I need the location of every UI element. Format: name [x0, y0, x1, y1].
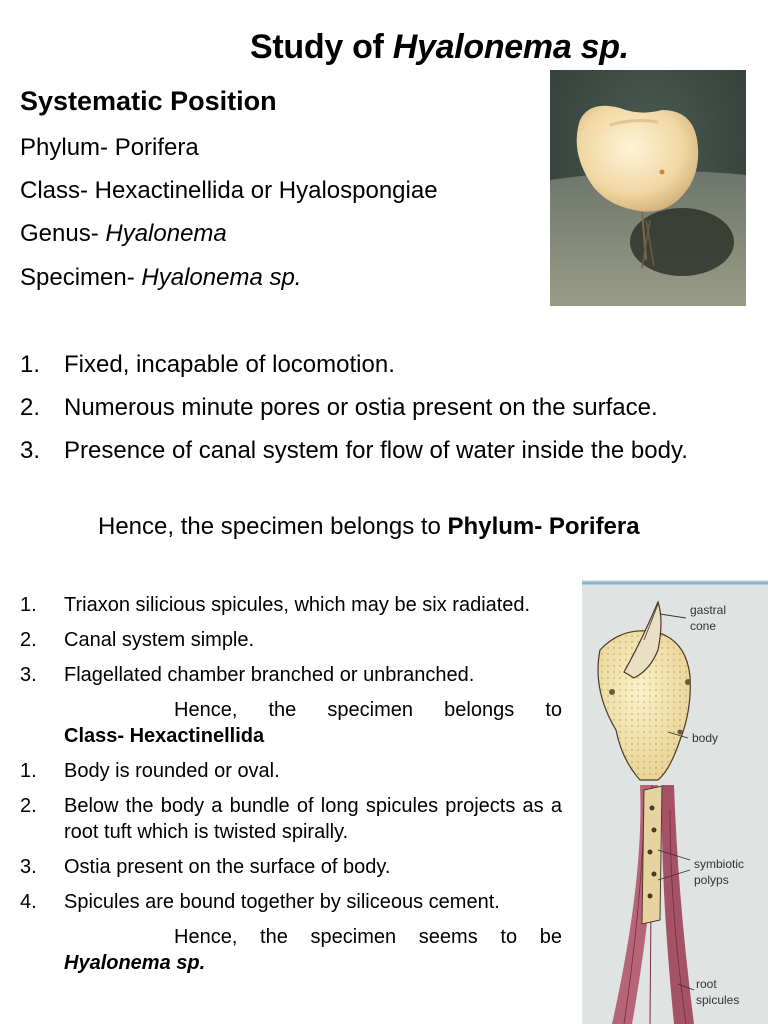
- label-gastral: gastral: [690, 603, 727, 617]
- phylum-line: Phylum- Porifera: [20, 134, 199, 161]
- specimen-line: Specimen- Hyalonema sp.: [20, 264, 302, 291]
- genus-conclusion: Hence, the specimen seems to be: [174, 926, 562, 948]
- list-item: 2. Canal system simple.: [20, 629, 255, 651]
- class-genus-feature-list: [20, 592, 562, 985]
- list-item: 1. Fixed, incapable of locomotion.: [20, 351, 395, 378]
- specimen-photo: [550, 70, 746, 306]
- label-cone: cone: [690, 619, 717, 633]
- phylum-feature-list: [20, 346, 748, 475]
- class-line: Class- Hexactinellida or Hyalospongiae: [20, 177, 438, 204]
- list-item: 3. Flagellated chamber branched or unbranched.: [20, 664, 475, 686]
- class-conclusion: Hence, the specimen belongs to: [174, 699, 562, 721]
- list-item: 1. Body is rounded or oval.: [20, 760, 280, 782]
- label-root: root: [696, 977, 717, 991]
- hyalonema-diagram: [582, 580, 768, 1024]
- genus-conclusion-label: Hyalonema sp.: [64, 952, 206, 974]
- list-item: 3. Ostia present on the surface of body.: [20, 856, 391, 878]
- phylum-conclusion: Hence, the specimen belongs to Phylum- Porifera: [98, 513, 640, 540]
- list-item: 3. Presence of canal system for flow of water inside the body.: [20, 437, 688, 464]
- systematic-position-heading: Systematic Position: [20, 86, 277, 116]
- genus-line: Genus- Hyalonema: [20, 220, 227, 247]
- list-item: 2. Numerous minute pores or ostia present on the surface.: [20, 394, 658, 421]
- list-item: 4. Spicules are bound together by siliceous cement.: [20, 891, 500, 913]
- list-item: 1. Triaxon silicious spicules, which may be six radiated.: [20, 594, 531, 616]
- label-symbiotic: symbiotic: [694, 857, 745, 871]
- class-conclusion-label: Class- Hexactinellida: [64, 725, 265, 747]
- label-polyps: polyps: [694, 873, 729, 887]
- page-title: Study of Hyalonema sp.: [250, 28, 629, 66]
- label-body: body: [692, 731, 719, 745]
- list-item: 2. Below the body a bundle of long spicules projects as a root tuft which is twisted spirally.: [20, 795, 562, 843]
- label-spicules: spicules: [696, 993, 740, 1007]
